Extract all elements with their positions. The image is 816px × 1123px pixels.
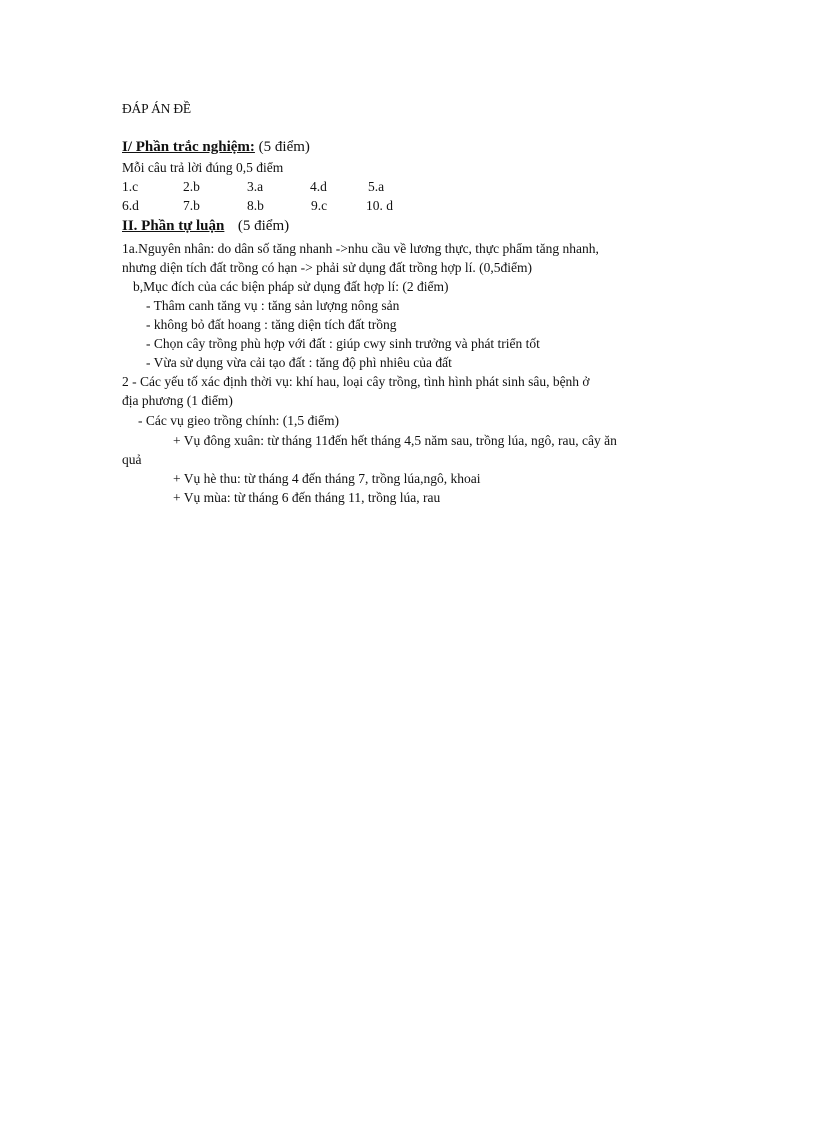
paragraph-line: - Thâm canh tăng vụ : tăng sản lượng nông sản [146, 298, 400, 313]
paragraph-line: địa phương (1 điểm) [122, 393, 233, 408]
answer-item: 2.b [183, 179, 200, 194]
part1-note: Mỗi câu trả lời đúng 0,5 điểm [122, 160, 284, 175]
paragraph-line: quả [122, 452, 142, 467]
answer-item: 6.d [122, 198, 139, 213]
paragraph-line: 1a.Nguyên nhân: do dân số tăng nhanh ->nhu cầu về lương thực, thực phẩm tăng nhanh, [122, 241, 599, 256]
part1-points: (5 điểm) [258, 139, 310, 155]
paragraph-line: - Các vụ gieo trồng chính: (1,5 điểm) [138, 413, 339, 428]
answer-item: 9.c [311, 198, 328, 213]
answer-item: 5.a [368, 179, 385, 194]
answer-item: 8.b [247, 198, 264, 213]
paragraph-line: - Chọn cây trồng phù hợp với đất : giúp cwy sinh trưởng và phát triển tốt [146, 336, 540, 351]
paragraph-line: - Vừa sử dụng vừa cải tạo đất : tăng độ phì nhiêu của đất [146, 355, 452, 370]
answer-item: 4.d [310, 179, 327, 194]
part1-heading: I/ Phần trắc nghiệm: [122, 139, 255, 155]
part1-heading-line [122, 139, 310, 155]
answer-item: 10. d [366, 198, 393, 213]
part2-points: (5 điểm) [237, 218, 290, 234]
paragraph-line: nhưng diện tích đất trồng có hạn -> phải sử dụng đất trồng hợp lí. (0,5điểm) [122, 260, 532, 275]
answer-item: 3.a [247, 179, 264, 194]
paragraph-line: b,Mục đích của các biện pháp sử dụng đất hợp lí: (2 điểm) [133, 279, 449, 294]
paragraph-line: + Vụ hè thu: từ tháng 4 đến tháng 7, trồng lúa,ngô, khoai [173, 471, 481, 486]
answer-item: 1.c [122, 179, 139, 194]
paragraph-line: - không bỏ đất hoang : tăng diện tích đất trồng [146, 317, 397, 332]
paragraph-line: + Vụ mùa: từ tháng 6 đến tháng 11, trồng lúa, rau [173, 490, 441, 505]
part2-heading-line [122, 218, 289, 234]
part2-heading: II. Phần tự luận [122, 218, 225, 234]
paragraph-line: + Vụ đông xuân: từ tháng 11đến hết tháng 4,5 năm sau, trồng lúa, ngô, rau, cây ăn [173, 433, 617, 448]
answer-item: 7.b [183, 198, 200, 213]
document-title: ĐÁP ÁN ĐỀ [122, 101, 191, 116]
paragraph-line: 2 - Các yếu tố xác định thời vụ: khí hau, loại cây trồng, tình hình phát sinh sâu, bệnh ở [122, 374, 590, 389]
